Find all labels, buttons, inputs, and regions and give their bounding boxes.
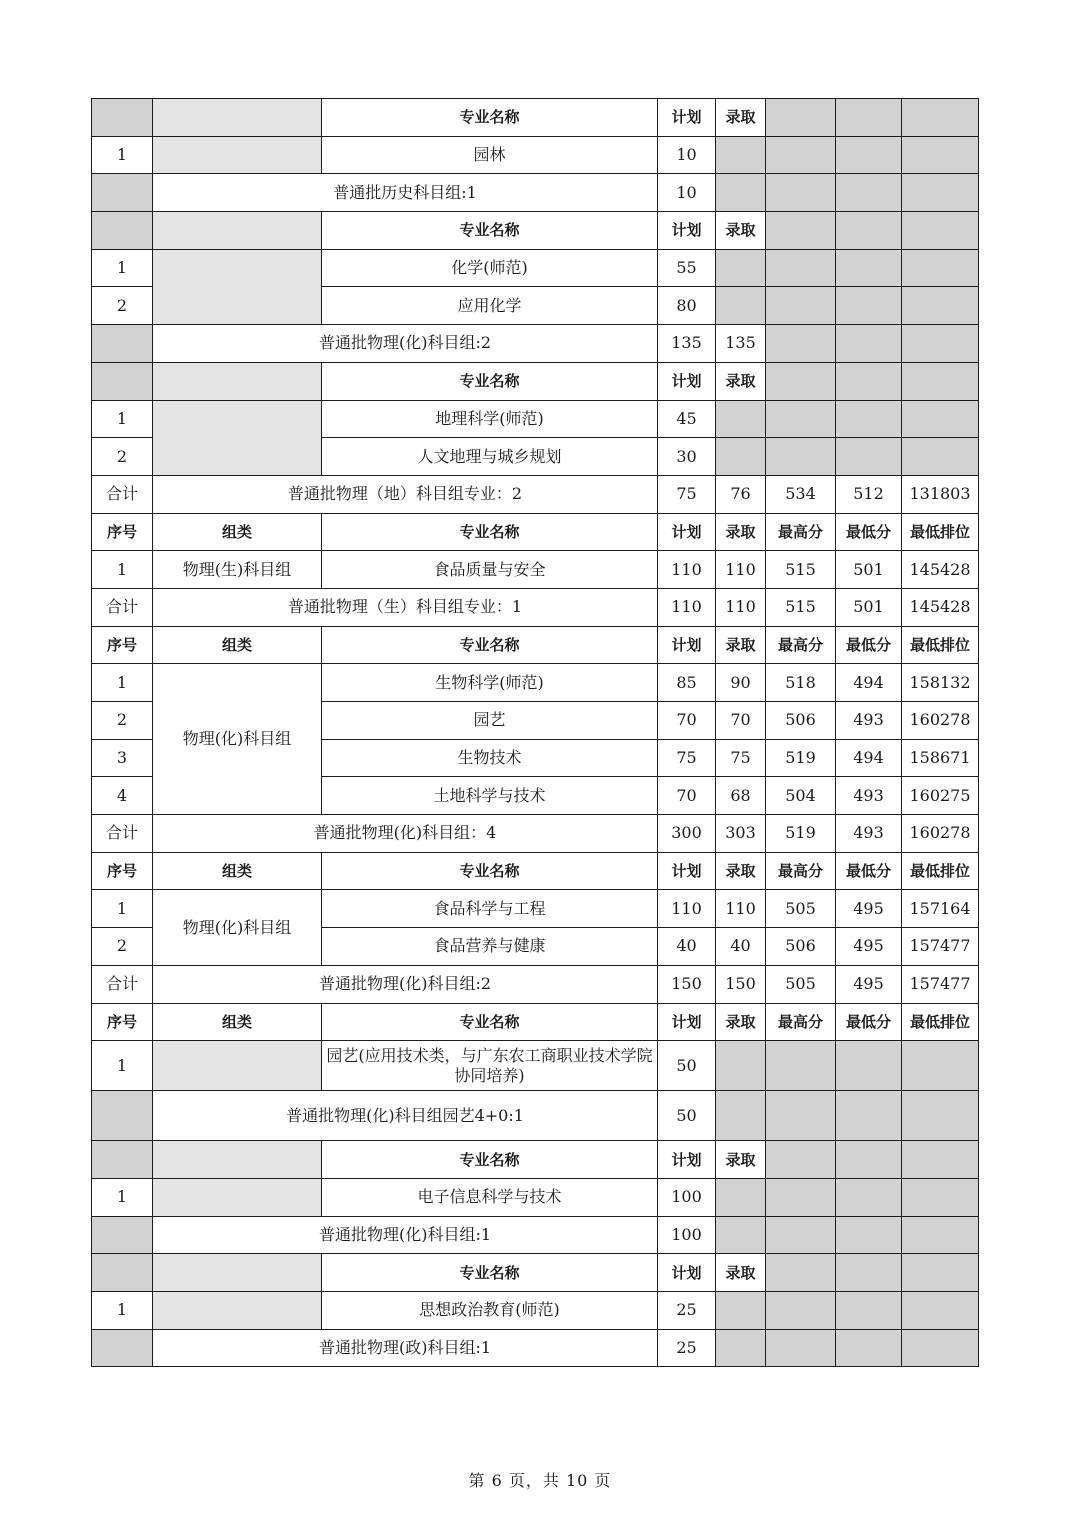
table-row — [92, 890, 979, 928]
admit-cell-redacted — [716, 400, 766, 438]
table-row — [92, 1041, 979, 1091]
rank-cell-redacted — [902, 249, 979, 287]
total-min-redacted — [836, 174, 902, 212]
group-header-redacted — [153, 212, 322, 250]
min-cell: 494 — [836, 664, 902, 702]
major-cell: 食品科学与工程 — [322, 890, 658, 928]
total-group-label: 普通批历史科目组:1 — [153, 174, 658, 212]
plan-header: 计划 — [658, 362, 716, 400]
admit-header: 录取 — [716, 1003, 766, 1041]
seq-cell: 2 — [92, 702, 153, 740]
total-rank: 157477 — [902, 965, 979, 1003]
total-max: 519 — [766, 815, 836, 853]
group-header: 组类 — [153, 513, 322, 551]
total-row — [92, 815, 979, 853]
seq-header-redacted — [92, 212, 153, 250]
admit-cell-redacted — [716, 1291, 766, 1329]
total-group-label: 普通批物理(化)科目组:2 — [153, 965, 658, 1003]
rank-header: 最低排位 — [902, 626, 979, 664]
total-label: 合计 — [92, 815, 153, 853]
total-plan: 75 — [658, 475, 716, 513]
admit-header: 录取 — [716, 212, 766, 250]
seq-cell: 3 — [92, 739, 153, 777]
min-header-redacted — [836, 1141, 902, 1179]
total-plan: 150 — [658, 965, 716, 1003]
min-header: 最低分 — [836, 852, 902, 890]
group-cell-redacted — [153, 1178, 322, 1216]
plan-cell: 85 — [658, 664, 716, 702]
total-row — [92, 965, 979, 1003]
rank-cell: 157164 — [902, 890, 979, 928]
rank-cell: 160275 — [902, 777, 979, 815]
max-cell-redacted — [766, 400, 836, 438]
total-rank-redacted — [902, 1091, 979, 1141]
admit-header: 录取 — [716, 852, 766, 890]
total-label-redacted — [92, 1091, 153, 1141]
plan-cell: 110 — [658, 890, 716, 928]
total-plan: 135 — [658, 325, 716, 363]
total-label-redacted — [92, 174, 153, 212]
major-header: 专业名称 — [322, 212, 658, 250]
header-row — [92, 1254, 979, 1292]
rank-cell-redacted — [902, 438, 979, 476]
total-admit-redacted — [716, 1091, 766, 1141]
major-header: 专业名称 — [322, 1254, 658, 1292]
admit-cell-redacted — [716, 1178, 766, 1216]
min-cell: 495 — [836, 928, 902, 966]
major-cell: 食品质量与安全 — [322, 551, 658, 589]
rank-cell: 145428 — [902, 551, 979, 589]
group-cell-redacted — [153, 1041, 322, 1091]
major-header: 专业名称 — [322, 626, 658, 664]
total-label-redacted — [92, 1216, 153, 1254]
min-header-redacted — [836, 362, 902, 400]
total-max: 505 — [766, 965, 836, 1003]
rank-cell: 158671 — [902, 739, 979, 777]
plan-cell: 100 — [658, 1178, 716, 1216]
total-rank-redacted — [902, 1329, 979, 1367]
admission-table — [91, 98, 979, 1367]
plan-cell: 50 — [658, 1041, 716, 1091]
seq-cell: 2 — [92, 438, 153, 476]
total-min-redacted — [836, 325, 902, 363]
plan-cell: 70 — [658, 777, 716, 815]
max-cell: 518 — [766, 664, 836, 702]
total-plan: 100 — [658, 1216, 716, 1254]
max-header-redacted — [766, 212, 836, 250]
seq-header: 序号 — [92, 626, 153, 664]
total-row — [92, 174, 979, 212]
total-group-label: 普通批物理(化)科目组:2 — [153, 325, 658, 363]
group-header-redacted — [153, 362, 322, 400]
plan-cell: 55 — [658, 249, 716, 287]
total-group-label: 普通批物理（地）科目组专业：2 — [153, 475, 658, 513]
total-admit: 150 — [716, 965, 766, 1003]
total-admit: 303 — [716, 815, 766, 853]
plan-cell: 30 — [658, 438, 716, 476]
header-row — [92, 852, 979, 890]
admit-cell-redacted — [716, 249, 766, 287]
major-header: 专业名称 — [322, 1141, 658, 1179]
group-cell-redacted — [153, 400, 322, 475]
total-row — [92, 1329, 979, 1367]
rank-header: 最低排位 — [902, 852, 979, 890]
table-row — [92, 249, 979, 287]
major-header: 专业名称 — [322, 852, 658, 890]
total-min: 501 — [836, 588, 902, 626]
min-cell-redacted — [836, 1041, 902, 1091]
max-cell: 506 — [766, 702, 836, 740]
rank-header: 最低排位 — [902, 513, 979, 551]
total-rank-redacted — [902, 1216, 979, 1254]
rank-cell-redacted — [902, 1178, 979, 1216]
group-header-redacted — [153, 1254, 322, 1292]
admit-cell: 110 — [716, 890, 766, 928]
rank-cell: 158132 — [902, 664, 979, 702]
min-header: 最低分 — [836, 1003, 902, 1041]
min-cell: 495 — [836, 890, 902, 928]
admit-header: 录取 — [716, 1141, 766, 1179]
major-cell: 应用化学 — [322, 287, 658, 325]
admit-cell: 70 — [716, 702, 766, 740]
seq-header-redacted — [92, 362, 153, 400]
group-header-redacted — [153, 99, 322, 137]
seq-cell: 1 — [92, 1041, 153, 1091]
total-row — [92, 325, 979, 363]
total-min: 495 — [836, 965, 902, 1003]
max-cell: 519 — [766, 739, 836, 777]
admit-header: 录取 — [716, 513, 766, 551]
header-row — [92, 513, 979, 551]
max-header: 最高分 — [766, 626, 836, 664]
rank-header-redacted — [902, 1141, 979, 1179]
seq-cell: 1 — [92, 551, 153, 589]
rank-cell-redacted — [902, 136, 979, 174]
total-max-redacted — [766, 1091, 836, 1141]
header-row — [92, 626, 979, 664]
total-label-redacted — [92, 325, 153, 363]
total-admit: 135 — [716, 325, 766, 363]
total-row — [92, 475, 979, 513]
total-admit-redacted — [716, 174, 766, 212]
group-cell: 物理(化)科目组 — [153, 664, 322, 815]
max-cell-redacted — [766, 287, 836, 325]
plan-header: 计划 — [658, 1141, 716, 1179]
table-row — [92, 551, 979, 589]
admit-cell-redacted — [716, 438, 766, 476]
total-plan: 110 — [658, 588, 716, 626]
min-cell-redacted — [836, 287, 902, 325]
admit-cell: 40 — [716, 928, 766, 966]
total-group-label: 普通批物理(化)科目组:1 — [153, 1216, 658, 1254]
major-header: 专业名称 — [322, 513, 658, 551]
seq-cell: 1 — [92, 1178, 153, 1216]
max-header-redacted — [766, 99, 836, 137]
admit-cell: 68 — [716, 777, 766, 815]
total-label: 合计 — [92, 588, 153, 626]
header-row — [92, 1003, 979, 1041]
admit-cell-redacted — [716, 287, 766, 325]
group-cell-redacted — [153, 1291, 322, 1329]
group-header: 组类 — [153, 1003, 322, 1041]
seq-header: 序号 — [92, 852, 153, 890]
admit-cell-redacted — [716, 136, 766, 174]
group-cell: 物理(生)科目组 — [153, 551, 322, 589]
total-plan: 10 — [658, 174, 716, 212]
total-row — [92, 1091, 979, 1141]
total-group-label: 普通批物理(化)科目组：4 — [153, 815, 658, 853]
total-plan: 25 — [658, 1329, 716, 1367]
total-max-redacted — [766, 1329, 836, 1367]
total-group-label: 普通批物理(政)科目组:1 — [153, 1329, 658, 1367]
major-cell: 园艺(应用技术类，与广东农工商职业技术学院协同培养) — [322, 1041, 658, 1091]
total-admit-redacted — [716, 1329, 766, 1367]
plan-header: 计划 — [658, 852, 716, 890]
seq-header-redacted — [92, 99, 153, 137]
major-cell: 地理科学(师范) — [322, 400, 658, 438]
seq-cell: 1 — [92, 890, 153, 928]
total-row — [92, 588, 979, 626]
total-min-redacted — [836, 1216, 902, 1254]
min-header-redacted — [836, 1254, 902, 1292]
rank-header-redacted — [902, 362, 979, 400]
plan-cell: 110 — [658, 551, 716, 589]
seq-header: 序号 — [92, 1003, 153, 1041]
table-row — [92, 136, 979, 174]
table-row — [92, 664, 979, 702]
total-rank: 131803 — [902, 475, 979, 513]
plan-header: 计划 — [658, 212, 716, 250]
admit-cell: 90 — [716, 664, 766, 702]
max-cell: 506 — [766, 928, 836, 966]
min-cell: 501 — [836, 551, 902, 589]
seq-cell: 1 — [92, 664, 153, 702]
plan-cell: 45 — [658, 400, 716, 438]
plan-cell: 70 — [658, 702, 716, 740]
total-min-redacted — [836, 1091, 902, 1141]
seq-cell: 2 — [92, 287, 153, 325]
min-cell-redacted — [836, 400, 902, 438]
total-group-label: 普通批物理（生）科目组专业：1 — [153, 588, 658, 626]
total-rank-redacted — [902, 174, 979, 212]
header-row — [92, 99, 979, 137]
header-row — [92, 1141, 979, 1179]
group-cell-redacted — [153, 249, 322, 324]
rank-cell: 160278 — [902, 702, 979, 740]
total-min: 493 — [836, 815, 902, 853]
admit-cell-redacted — [716, 1041, 766, 1091]
max-header: 最高分 — [766, 1003, 836, 1041]
plan-cell: 75 — [658, 739, 716, 777]
max-cell-redacted — [766, 249, 836, 287]
major-header: 专业名称 — [322, 362, 658, 400]
major-cell: 园艺 — [322, 702, 658, 740]
major-cell: 化学(师范) — [322, 249, 658, 287]
min-cell-redacted — [836, 1291, 902, 1329]
seq-header: 序号 — [92, 513, 153, 551]
plan-header: 计划 — [658, 626, 716, 664]
total-max-redacted — [766, 1216, 836, 1254]
total-min: 512 — [836, 475, 902, 513]
rank-header-redacted — [902, 1254, 979, 1292]
group-header-redacted — [153, 1141, 322, 1179]
min-cell-redacted — [836, 136, 902, 174]
table-row — [92, 400, 979, 438]
page-footer: 第 6 页，共 10 页 — [468, 1471, 612, 1490]
total-admit: 110 — [716, 588, 766, 626]
group-cell-redacted — [153, 136, 322, 174]
total-label-redacted — [92, 1329, 153, 1367]
total-plan: 300 — [658, 815, 716, 853]
plan-cell: 25 — [658, 1291, 716, 1329]
min-cell-redacted — [836, 438, 902, 476]
total-max-redacted — [766, 325, 836, 363]
seq-cell: 1 — [92, 136, 153, 174]
admit-header: 录取 — [716, 99, 766, 137]
max-cell: 515 — [766, 551, 836, 589]
max-header: 最高分 — [766, 513, 836, 551]
min-header-redacted — [836, 99, 902, 137]
total-max-redacted — [766, 174, 836, 212]
max-header-redacted — [766, 1254, 836, 1292]
min-cell-redacted — [836, 1178, 902, 1216]
min-header: 最低分 — [836, 513, 902, 551]
min-cell: 493 — [836, 702, 902, 740]
min-header-redacted — [836, 212, 902, 250]
max-header: 最高分 — [766, 852, 836, 890]
group-header: 组类 — [153, 626, 322, 664]
min-cell: 494 — [836, 739, 902, 777]
min-header: 最低分 — [836, 626, 902, 664]
group-cell: 物理(化)科目组 — [153, 890, 322, 965]
total-rank: 160278 — [902, 815, 979, 853]
total-min-redacted — [836, 1329, 902, 1367]
admit-cell: 75 — [716, 739, 766, 777]
major-cell: 生物技术 — [322, 739, 658, 777]
header-row — [92, 362, 979, 400]
rank-header-redacted — [902, 212, 979, 250]
admit-header: 录取 — [716, 1254, 766, 1292]
total-admit-redacted — [716, 1216, 766, 1254]
max-cell-redacted — [766, 1291, 836, 1329]
max-header-redacted — [766, 362, 836, 400]
seq-cell: 1 — [92, 249, 153, 287]
max-cell-redacted — [766, 1178, 836, 1216]
admit-cell: 110 — [716, 551, 766, 589]
major-header: 专业名称 — [322, 99, 658, 137]
plan-header: 计划 — [658, 1003, 716, 1041]
table-row — [92, 1178, 979, 1216]
max-cell-redacted — [766, 136, 836, 174]
major-cell: 园林 — [322, 136, 658, 174]
major-cell: 食品营养与健康 — [322, 928, 658, 966]
min-cell: 493 — [836, 777, 902, 815]
total-admit: 76 — [716, 475, 766, 513]
total-plan: 50 — [658, 1091, 716, 1141]
header-row — [92, 212, 979, 250]
admit-header: 录取 — [716, 626, 766, 664]
rank-header: 最低排位 — [902, 1003, 979, 1041]
seq-cell: 2 — [92, 928, 153, 966]
total-group-label: 普通批物理(化)科目组园艺4+0:1 — [153, 1091, 658, 1141]
rank-cell: 157477 — [902, 928, 979, 966]
total-label: 合计 — [92, 475, 153, 513]
min-cell-redacted — [836, 249, 902, 287]
plan-cell: 40 — [658, 928, 716, 966]
max-cell: 504 — [766, 777, 836, 815]
seq-header-redacted — [92, 1141, 153, 1179]
major-header: 专业名称 — [322, 1003, 658, 1041]
max-cell-redacted — [766, 1041, 836, 1091]
total-label: 合计 — [92, 965, 153, 1003]
major-cell: 思想政治教育(师范) — [322, 1291, 658, 1329]
rank-cell-redacted — [902, 1291, 979, 1329]
table-body — [92, 99, 979, 1367]
major-cell: 生物科学(师范) — [322, 664, 658, 702]
rank-cell-redacted — [902, 400, 979, 438]
plan-cell: 10 — [658, 136, 716, 174]
plan-cell: 80 — [658, 287, 716, 325]
major-cell: 土地科学与技术 — [322, 777, 658, 815]
total-row — [92, 1216, 979, 1254]
table-row — [92, 1291, 979, 1329]
admit-header: 录取 — [716, 362, 766, 400]
seq-cell: 1 — [92, 1291, 153, 1329]
group-header: 组类 — [153, 852, 322, 890]
seq-cell: 1 — [92, 400, 153, 438]
seq-header-redacted — [92, 1254, 153, 1292]
seq-cell: 4 — [92, 777, 153, 815]
plan-header: 计划 — [658, 99, 716, 137]
total-max: 515 — [766, 588, 836, 626]
rank-cell-redacted — [902, 1041, 979, 1091]
total-rank: 145428 — [902, 588, 979, 626]
plan-header: 计划 — [658, 513, 716, 551]
rank-cell-redacted — [902, 287, 979, 325]
total-rank-redacted — [902, 325, 979, 363]
plan-header: 计划 — [658, 1254, 716, 1292]
total-max: 534 — [766, 475, 836, 513]
major-cell: 人文地理与城乡规划 — [322, 438, 658, 476]
max-cell-redacted — [766, 438, 836, 476]
max-header-redacted — [766, 1141, 836, 1179]
max-cell: 505 — [766, 890, 836, 928]
rank-header-redacted — [902, 99, 979, 137]
major-cell: 电子信息科学与技术 — [322, 1178, 658, 1216]
